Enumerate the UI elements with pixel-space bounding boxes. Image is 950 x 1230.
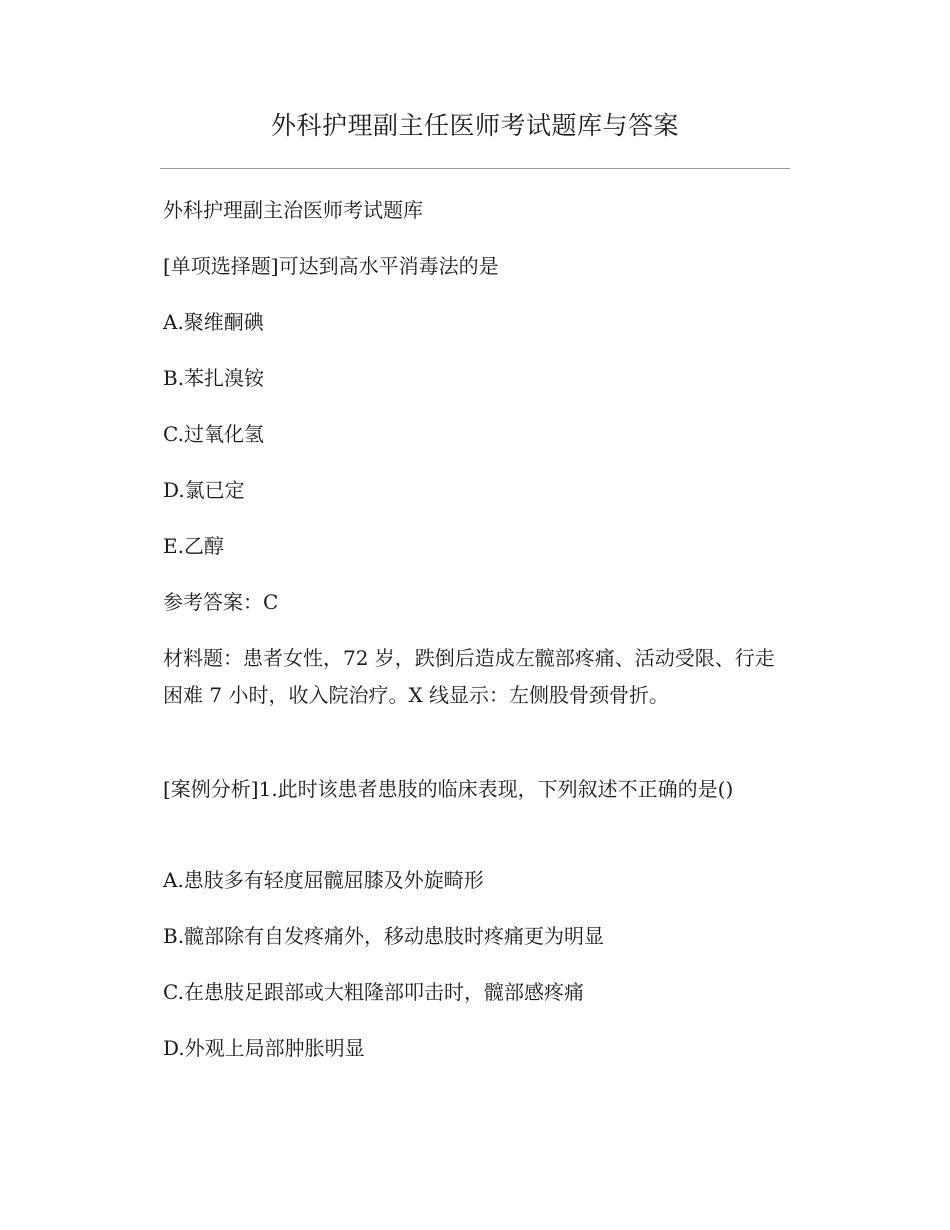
case-material: 材料题：患者女性，72 岁，跌倒后造成左髋部疼痛、活动受限、行走困难 7 小时，收入院治疗。X 线显示：左侧股骨颈骨折。: [163, 646, 775, 707]
question1-stem: [单项选择题]可达到高水平消毒法的是: [163, 254, 499, 278]
question2-stem: [案例分析]1.此时该患者患肢的临床表现，下列叙述不正确的是(): [163, 777, 734, 801]
question1-option-c: C.过氧化氢: [163, 422, 264, 446]
document-title: 外科护理副主任医师考试题库与答案: [270, 111, 679, 140]
question2-option-d: D.外观上局部肿胀明显: [163, 1036, 365, 1060]
title-divider: [160, 168, 790, 169]
question2-option-b: B.髋部除有自发疼痛外，移动患肢时疼痛更为明显: [163, 924, 605, 948]
question1-answer: 参考答案：C: [163, 590, 279, 614]
question1-option-a: A.聚维酮碘: [163, 310, 264, 334]
question2-option-c: C.在患肢足跟部或大粗隆部叩击时，髋部感疼痛: [163, 980, 584, 1004]
subtitle: 外科护理副主治医师考试题库: [163, 198, 423, 222]
question1-option-d: D.氯已定: [163, 478, 245, 502]
question1-option-b: B.苯扎溴铵: [163, 366, 265, 390]
question2-option-a: A.患肢多有轻度屈髋屈膝及外旋畸形: [163, 868, 484, 892]
question1-option-e: E.乙醇: [163, 534, 224, 558]
